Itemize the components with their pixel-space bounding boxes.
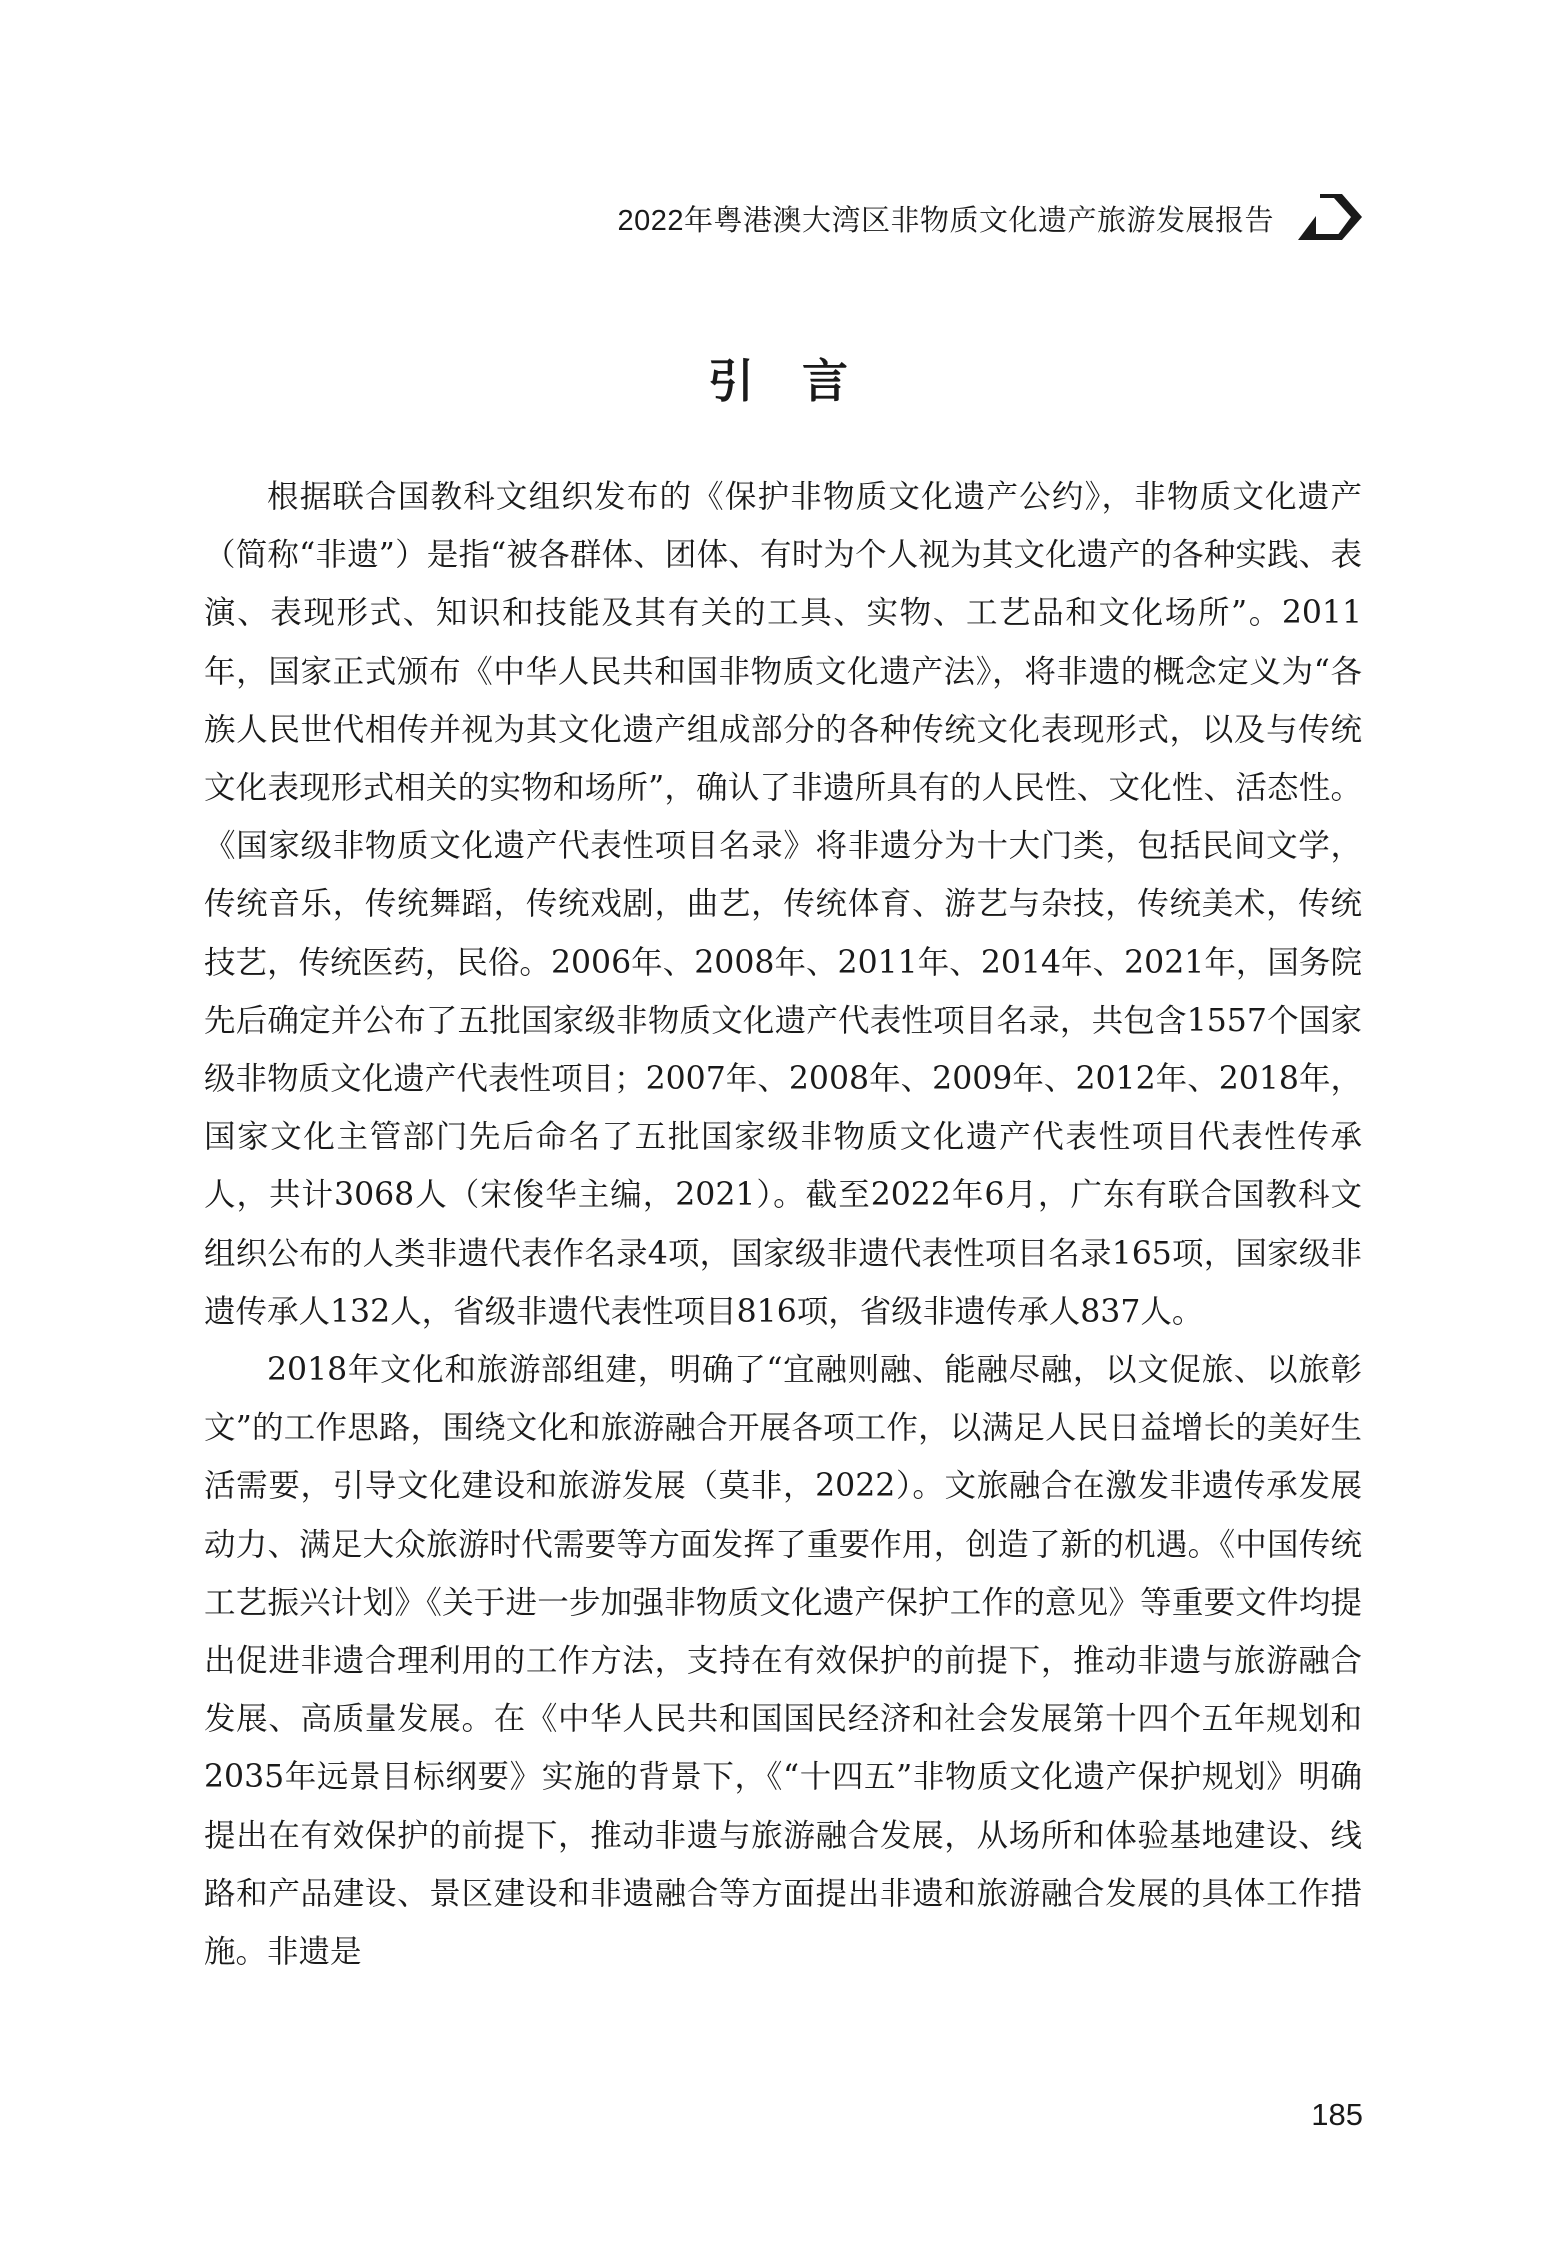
chapter-title: 引言 [708, 354, 896, 408]
chapter-arrow-icon [1296, 188, 1366, 246]
paragraph-1: 根据联合国教科文组织发布的《保护非物质文化遗产公约》，非物质文化遗产（简称“非遗”）是指“被各群体、团体、有时为个人视为其文化遗产的各种实践、表演、表现形式、知识和技能及其有关的工具、实物、工艺品和文化场所”。2011年，国家正式颁布《中华人民共和国非物质文化遗产法》，将非遗的概念定义为“各族人民世代相传并视为其文化遗产组成部分的各种传统文化表现形式，以及与传统文化表现形式相关的实物和场所”，确认了非遗所具有的人民性、文化性、活态性。《国家级非物质文化遗产代表性项目名录》将非遗分为十大门类，包括民间文学，传统音乐，传统舞蹈，传统戏剧，曲艺，传统体育、游艺与杂技，传统美术，传统技艺，传统医药，民俗。2006年、2008年、2011年、2014年、2021年，国务院先后确定并公布了五批国家级非物质文化遗产代表性项目名录，共包含1557个国家级非物质文化遗产代表性项目；2007年、2008年、2009年、2012年、2018年，国家文化主管部门先后命名了五批国家级非物质文化遗产代表性项目代表性传承人，共计3068人（宋俊华主编，2021）。截至2022年6月，广东有联合国教科文组织公布的人类非遗代表作名录4项，国家级非遗代表性项目名录165项，国家级非遗传承人132人，省级非遗代表性项目816项，省级非遗传承人837人。 [204, 479, 1362, 1330]
running-header: 2022年粤港澳大湾区非物质文化遗产旅游发展报告 [617, 205, 1274, 237]
page-number: 185 [1311, 2097, 1363, 2132]
paragraph-2: 2018年文化和旅游部组建，明确了“宜融则融、能融尽融，以文促旅、以旅彰文”的工作思路，围绕文化和旅游融合开展各项工作，以满足人民日益增长的美好生活需要，引导文化建设和旅游发展（莫非，2022）。文旅融合在激发非遗传承发展动力、满足大众旅游时代需要等方面发挥了重要作用，创造了新的机遇。《中国传统工艺振兴计划》《关于进一步加强非物质文化遗产保护工作的意见》等重要文件均提出促进非遗合理利用的工作方法，支持在有效保护的前提下，推动非遗与旅游融合发展、高质量发展。在《中华人民共和国国民经济和社会发展第十四个五年规划和2035年远景目标纲要》实施的背景下，《“十四五”非物质文化遗产保护规划》明确提出在有效保护的前提下，推动非遗与旅游融合发展，从场所和体验基地建设、线路和产品建设、景区建设和非遗融合等方面提出非遗和旅游融合发展的具体工作措施。非遗是 [204, 1352, 1362, 1971]
body-text [204, 468, 1362, 1981]
